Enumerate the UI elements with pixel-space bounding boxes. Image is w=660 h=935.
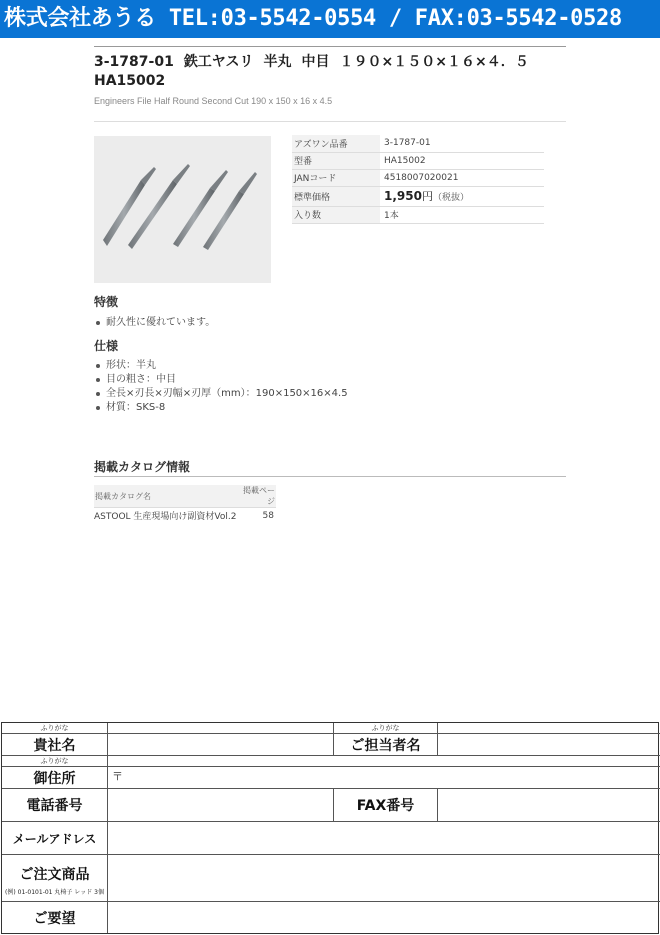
- list-item: 全長×刃長×刃幅×刃厚（mm）：190×150×16×4.5: [94, 387, 348, 401]
- product-type: 半丸: [263, 54, 292, 70]
- address-furigana-label: ふりがな: [2, 756, 108, 767]
- address-furigana-field[interactable]: [108, 756, 660, 767]
- email-field[interactable]: [108, 822, 660, 855]
- product-title: [94, 53, 566, 71]
- price-value: [380, 186, 544, 206]
- qty-key: 入り数: [292, 206, 380, 223]
- person-furigana-label: ふりがな: [334, 723, 438, 734]
- table-row: [94, 508, 276, 524]
- qty-value: 1本: [380, 206, 544, 223]
- order-form: [1, 722, 659, 934]
- product-cut: 中目: [301, 54, 330, 70]
- product-code: 3-1787-01: [94, 54, 174, 70]
- product-title-block: [94, 46, 566, 106]
- spec-value: 4518007020021: [380, 169, 544, 186]
- product-subtitle: Engineers File Half Round Second Cut 190 x 150 x 16 x 4.5: [94, 96, 333, 106]
- spec-key: JANコード: [292, 169, 380, 186]
- spec-value: 3-1787-01: [380, 135, 544, 152]
- company-banner: 株式会社あうる TEL:03-5542-0554 / FAX:03-5542-0528: [0, 0, 660, 38]
- address-label: 御住所: [2, 767, 108, 789]
- person-furigana-field[interactable]: [438, 723, 660, 734]
- list-item: 材質：SKS-8: [94, 401, 348, 415]
- request-label: ご要望: [2, 902, 108, 933]
- list-item: 耐久性に優れています。: [94, 316, 215, 330]
- product-name: 鉄工ヤスリ: [183, 54, 254, 70]
- file-4: [203, 172, 257, 250]
- product-model: HA15002: [94, 73, 166, 89]
- price-tax-note: （税抜）: [432, 193, 469, 203]
- features-heading: 特徴: [94, 295, 119, 309]
- fax-label: FAX番号: [334, 789, 438, 822]
- bullet-icon: [96, 406, 100, 410]
- order-label-cell: [2, 855, 108, 902]
- spec-row: [292, 169, 544, 186]
- catalog-col-name: 掲載カタログ名: [94, 485, 236, 508]
- spec-key: アズワン品番: [292, 135, 380, 152]
- catalog-col-page: 掲載ページ: [236, 485, 276, 508]
- spec-row: [292, 135, 544, 152]
- fax-field[interactable]: [438, 789, 660, 822]
- tel-field[interactable]: [108, 789, 334, 822]
- catalog-table: [94, 485, 276, 524]
- list-item: 目の粗さ：中目: [94, 373, 348, 387]
- price-key: 標準価格: [292, 186, 380, 206]
- request-field[interactable]: [108, 902, 660, 933]
- title-divider: [94, 121, 566, 122]
- file-1: [103, 167, 156, 246]
- specs-list: [94, 359, 348, 415]
- product-photo: [94, 136, 271, 283]
- price-unit: 円: [421, 190, 433, 203]
- postal-mark: 〒: [112, 770, 123, 783]
- email-label: メールアドレス: [2, 822, 108, 855]
- file-set-illustration: [94, 136, 271, 283]
- list-item: 形状：半丸: [94, 359, 348, 373]
- person-label: ご担当者名: [334, 734, 438, 756]
- catalog-heading: 掲載カタログ情報: [94, 460, 191, 474]
- company-furigana-label: ふりがな: [2, 723, 108, 734]
- catalog-name: ASTOOL 生産現場向け副資材Vol.2: [94, 512, 237, 523]
- company-field[interactable]: [108, 734, 334, 756]
- spec-table: [292, 135, 544, 224]
- bullet-icon: [96, 392, 100, 396]
- specs-heading: 仕様: [94, 339, 119, 353]
- catalog-header-row: [94, 485, 276, 508]
- catalog-page: 58: [262, 510, 274, 521]
- company-label: 貴社名: [2, 734, 108, 756]
- address-field[interactable]: [108, 767, 660, 789]
- qty-row: [292, 206, 544, 223]
- company-furigana-field[interactable]: [108, 723, 334, 734]
- bullet-icon: [96, 321, 100, 325]
- bullet-icon: [96, 364, 100, 368]
- product-size: １９０×１５０×１６×４．５: [339, 54, 529, 70]
- catalog-divider: [94, 476, 566, 477]
- spec-key: 型番: [292, 152, 380, 169]
- bullet-icon: [96, 378, 100, 382]
- price-amount: 1,950: [384, 189, 422, 203]
- spec-row: [292, 152, 544, 169]
- tel-label: 電話番号: [2, 789, 108, 822]
- order-field[interactable]: [108, 855, 660, 902]
- order-example: (例) 01-0101-01 丸椅子 レッド 3個: [5, 889, 104, 896]
- order-label: ご注文商品: [19, 867, 90, 883]
- person-field[interactable]: [438, 734, 660, 756]
- features-list: [94, 316, 215, 330]
- price-row: [292, 186, 544, 206]
- file-3: [173, 170, 228, 247]
- spec-value: HA15002: [380, 152, 544, 169]
